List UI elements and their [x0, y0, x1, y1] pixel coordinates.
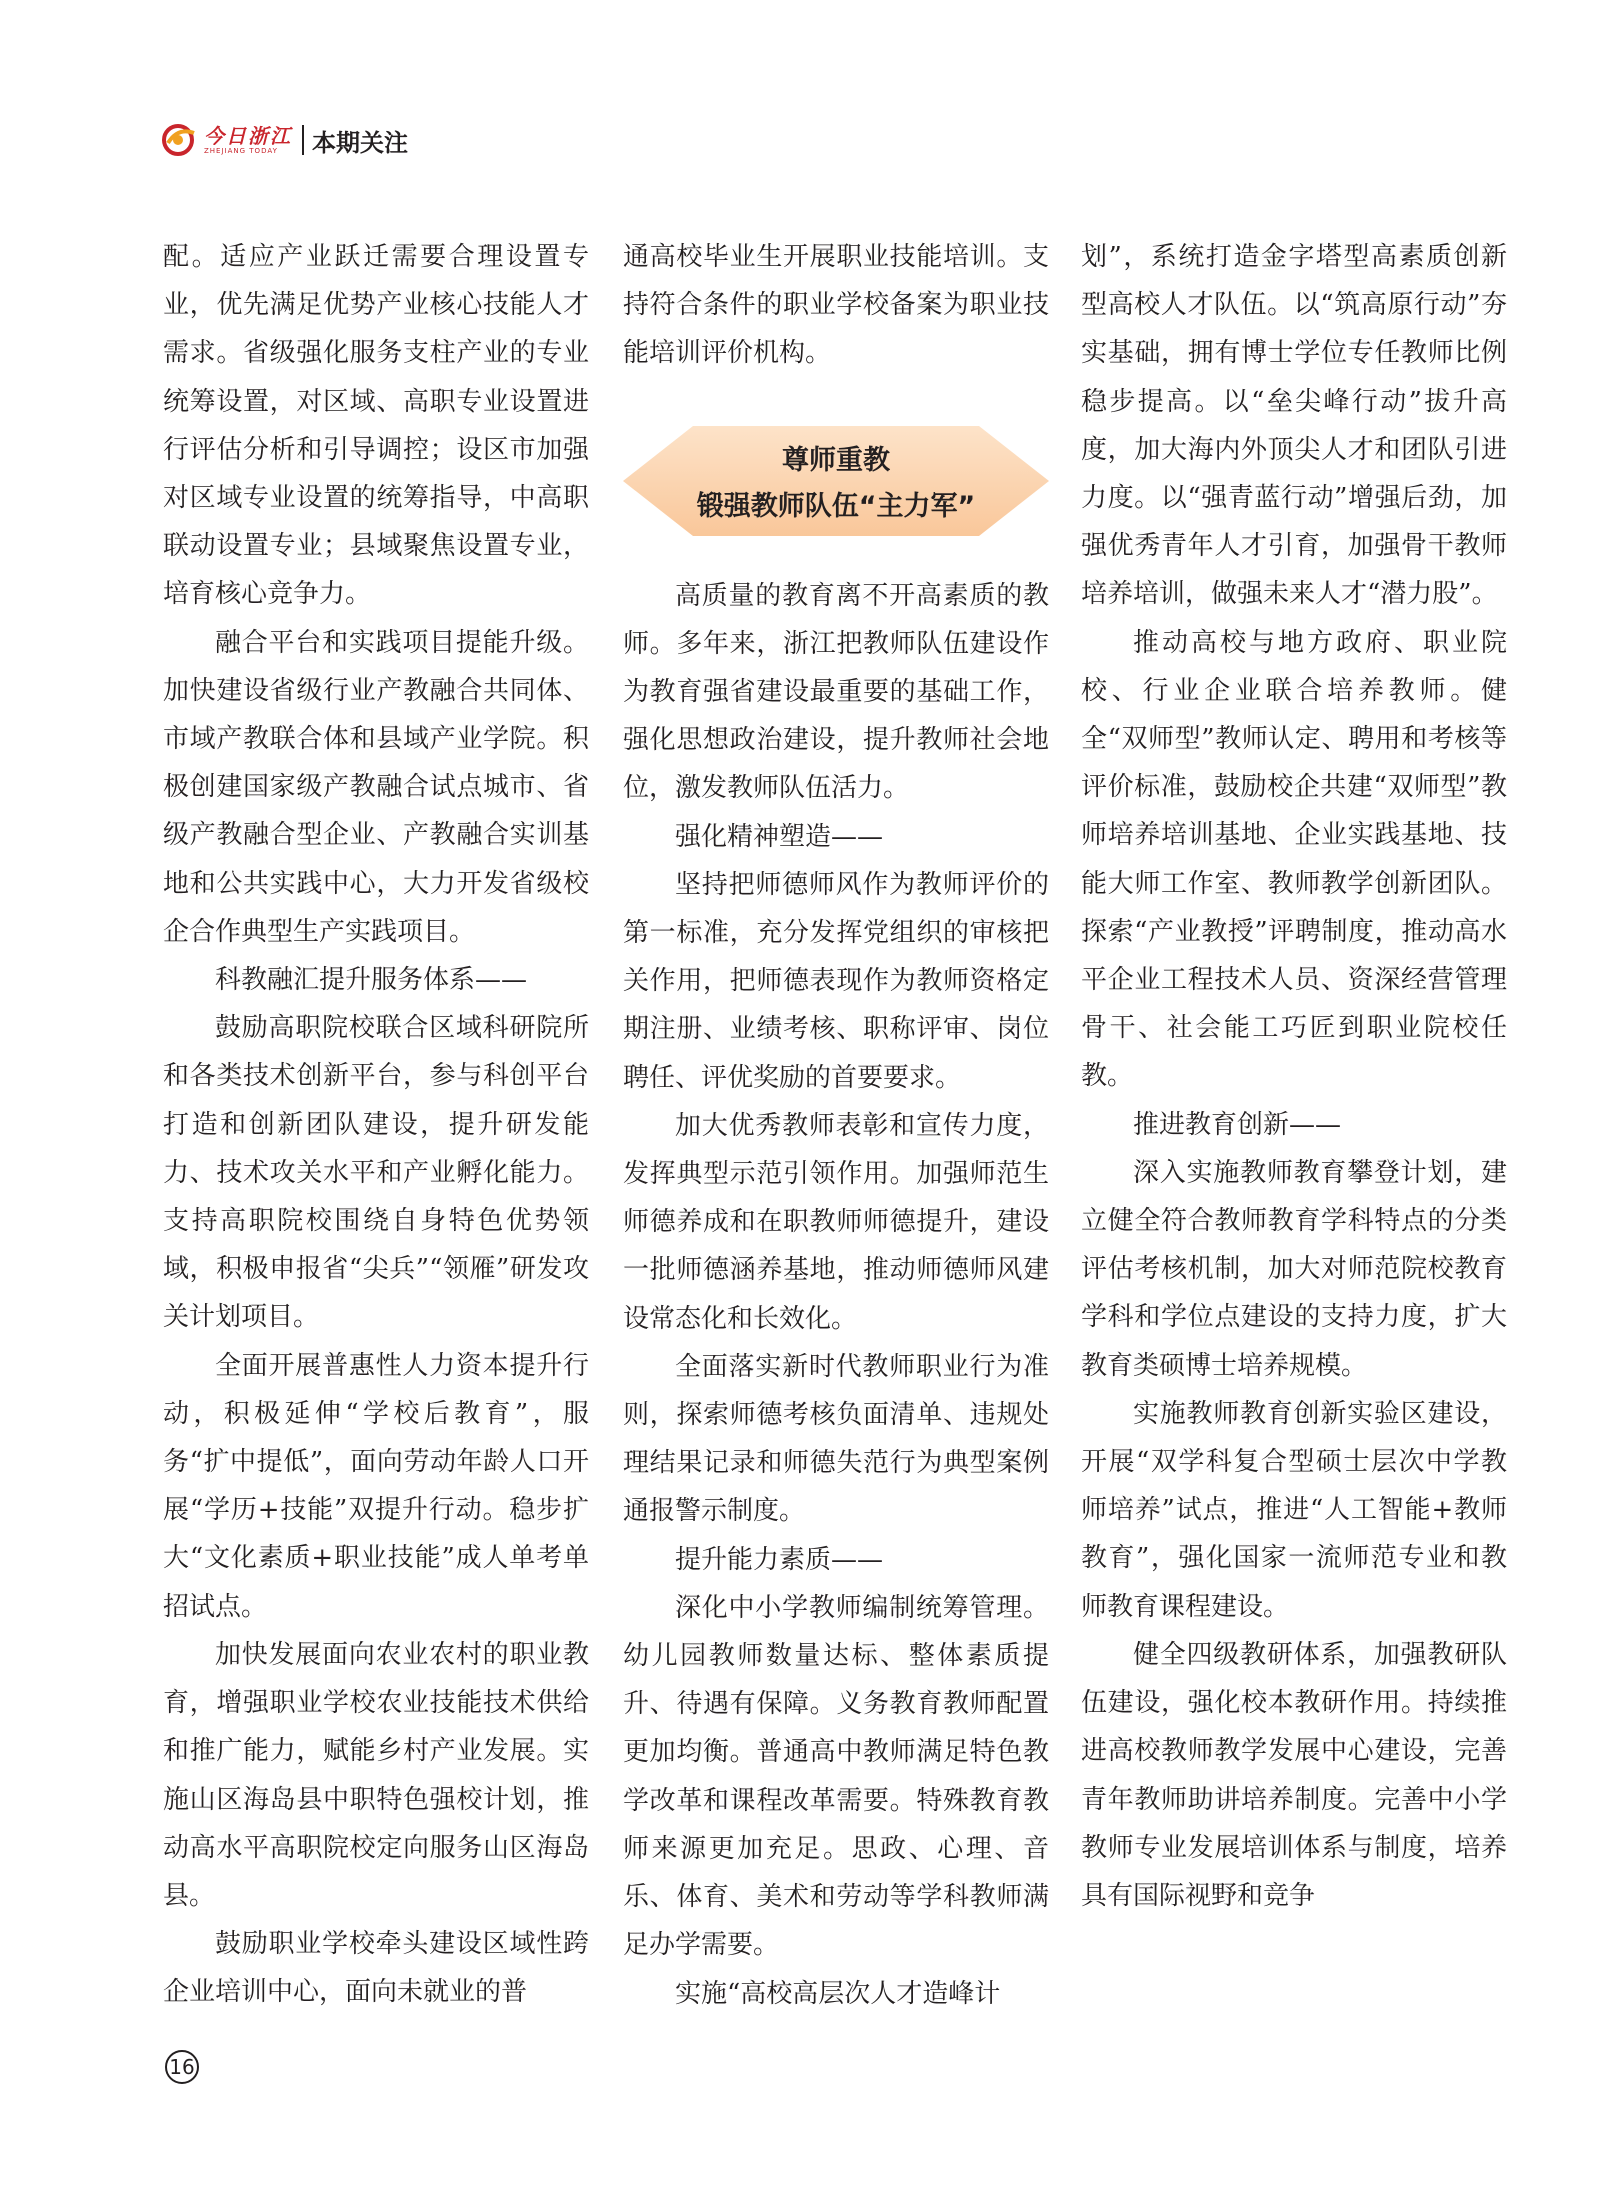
subheading: 科教融汇提升服务体系——	[215, 965, 528, 996]
paragraph: 加快发展面向农业农村的职业教育，增强职业学校农业技能技术供给和推广能力，赋能乡村产业发展。实施山区海岛县中职特色强校计划，推动高水平高职院校定向服务山区海岛县。	[163, 1639, 589, 1911]
paragraph: 通高校毕业生开展职业技能培训。支持符合条件的职业学校备案为职业技能培训评价机构。	[623, 242, 1049, 369]
subheading: 提升能力素质——	[675, 1544, 884, 1575]
paragraph: 实施“高校高层次人才造峰计	[675, 1978, 1001, 2009]
paragraph: 坚持把师德师风作为教师评价的第一标准，充分发挥党组织的审核把关作用，把师德表现作为教师资格定期注册、业绩考核、职称评审、岗位聘任、评优奖励的首要要求。	[623, 869, 1049, 1093]
paragraph: 融合平台和实践项目提能升级。加快建设省级行业产教融合共同体、市域产教联合体和县域产业学院。积极创建国家级产教融合试点城市、省级产教融合型企业、产教融合实训基地和公共实践中心，大力开发省级校企合作典型生产实践项目。	[163, 627, 589, 947]
magazine-logo	[160, 123, 292, 157]
text-column-2	[623, 233, 1049, 2018]
paragraph: 深入实施教师教育攀登计划，建立健全符合教师教育学科特点的分类评估考核机制，加大对师范院校教育学科和学位点建设的支持力度，扩大教育类硕博士培养规模。	[1081, 1157, 1507, 1381]
paragraph: 深化中小学教师编制统筹管理。幼儿园教师数量达标、整体素质提升、待遇有保障。义务教育教师配置更加均衡。普通高中教师满足特色教学改革和课程改革需要。特殊教育教师来源更加充足。思政、心理、音乐、体育、美术和劳动等学科教师满足办学需要。	[623, 1592, 1049, 1961]
logo-english-text: ZHEJIANG TODAY	[204, 146, 278, 155]
paragraph: 配。适应产业跃迁需要合理设置专业，优先满足优势产业核心技能人才需求。省级强化服务支柱产业的专业统筹设置，对区域、高职专业设置进行评估分析和引导调控；设区市加强对区域专业设置的统筹指导，中高职联动设置专业；县域聚焦设置专业，培育核心竞争力。	[163, 242, 589, 610]
paragraph: 鼓励高职院校联合区域科研院所和各类技术创新平台，参与科创平台打造和创新团队建设，提升研发能力、技术攻关水平和产业孵化能力。支持高职院校围绕自身特色优势领域，积极申报省“尖兵”“领雁”研发攻关计划项目。	[163, 1013, 589, 1333]
text-column-3	[1081, 233, 1507, 1920]
paragraph: 健全四级教研体系，加强教研队伍建设，强化校本教研作用。持续推进高校教师教学发展中心建设，完善青年教师助讲培养制度。完善中小学教师专业发展培训体系与制度，培养具有国际视野和竞争	[1081, 1639, 1507, 1911]
header-divider	[302, 125, 304, 155]
page-number: 16	[165, 2050, 199, 2084]
section-title: 本期关注	[312, 128, 408, 157]
logo-chinese-text: 今日浙江	[204, 123, 292, 148]
page-header	[160, 120, 408, 160]
paragraph: 高质量的教育离不开高素质的教师。多年来，浙江把教师队伍建设作为教育强省建设最重要的基础工作，强化思想政治建设，提升教师社会地位，激发教师队伍活力。	[623, 580, 1049, 804]
subheading: 强化精神塑造——	[675, 821, 884, 852]
paragraph: 推动高校与地方政府、职业院校、行业企业联合培养教师。健全“双师型”教师认定、聘用和考核等评价标准，鼓励校企共建“双师型”教师培养培训基地、企业实践基地、技能大师工作室、教师教学创新团队。探索“产业教授”评聘制度，推动高水平企业工程技术人员、资深经营管理骨干、社会能工巧匠到职业院校任教。	[1081, 627, 1507, 1092]
paragraph: 全面落实新时代教师职业行为准则，探索师德考核负面清单、违规处理结果记录和师德失范行为典型案例通报警示制度。	[623, 1351, 1049, 1527]
banner-title: 尊师重教	[782, 444, 890, 476]
section-banner	[623, 426, 1049, 536]
banner-subtitle: 锻强教师队伍“主力军”	[696, 490, 976, 522]
paragraph: 鼓励职业学校牵头建设区域性跨企业培训中心，面向未就业的普	[163, 1929, 589, 2008]
subheading: 推进教育创新——	[1133, 1109, 1342, 1140]
paragraph: 实施教师教育创新实验区建设，开展“双学科复合型硕士层次中学教师培养”试点，推进“人工智能+教师教育”，强化国家一流师范专业和教师教育课程建设。	[1081, 1398, 1507, 1622]
paragraph: 划”，系统打造金字塔型高素质创新型高校人才队伍。以“筑高原行动”夯实基础，拥有博士学位专任教师比例稳步提高。以“垒尖峰行动”拔升高度，加大海内外顶尖人才和团队引进力度。以“强青蓝行动”增强后劲，加强优秀青年人才引育，加强骨干教师培养培训，做强未来人才“潜力股”。	[1081, 242, 1507, 610]
paragraph: 加大优秀教师表彰和宣传力度，发挥典型示范引领作用。加强师范生师德养成和在职教师师德提升，建设一批师德涵养基地，推动师德师风建设常态化和长效化。	[623, 1110, 1049, 1334]
logo-swirl-icon	[160, 123, 200, 157]
text-column-1	[163, 233, 589, 2017]
paragraph: 全面开展普惠性人力资本提升行动，积极延伸“学校后教育”，服务“扩中提低”，面向劳动年龄人口开展“学历+技能”双提升行动。稳步扩大“文化素质+职业技能”成人单考单招试点。	[163, 1350, 589, 1622]
